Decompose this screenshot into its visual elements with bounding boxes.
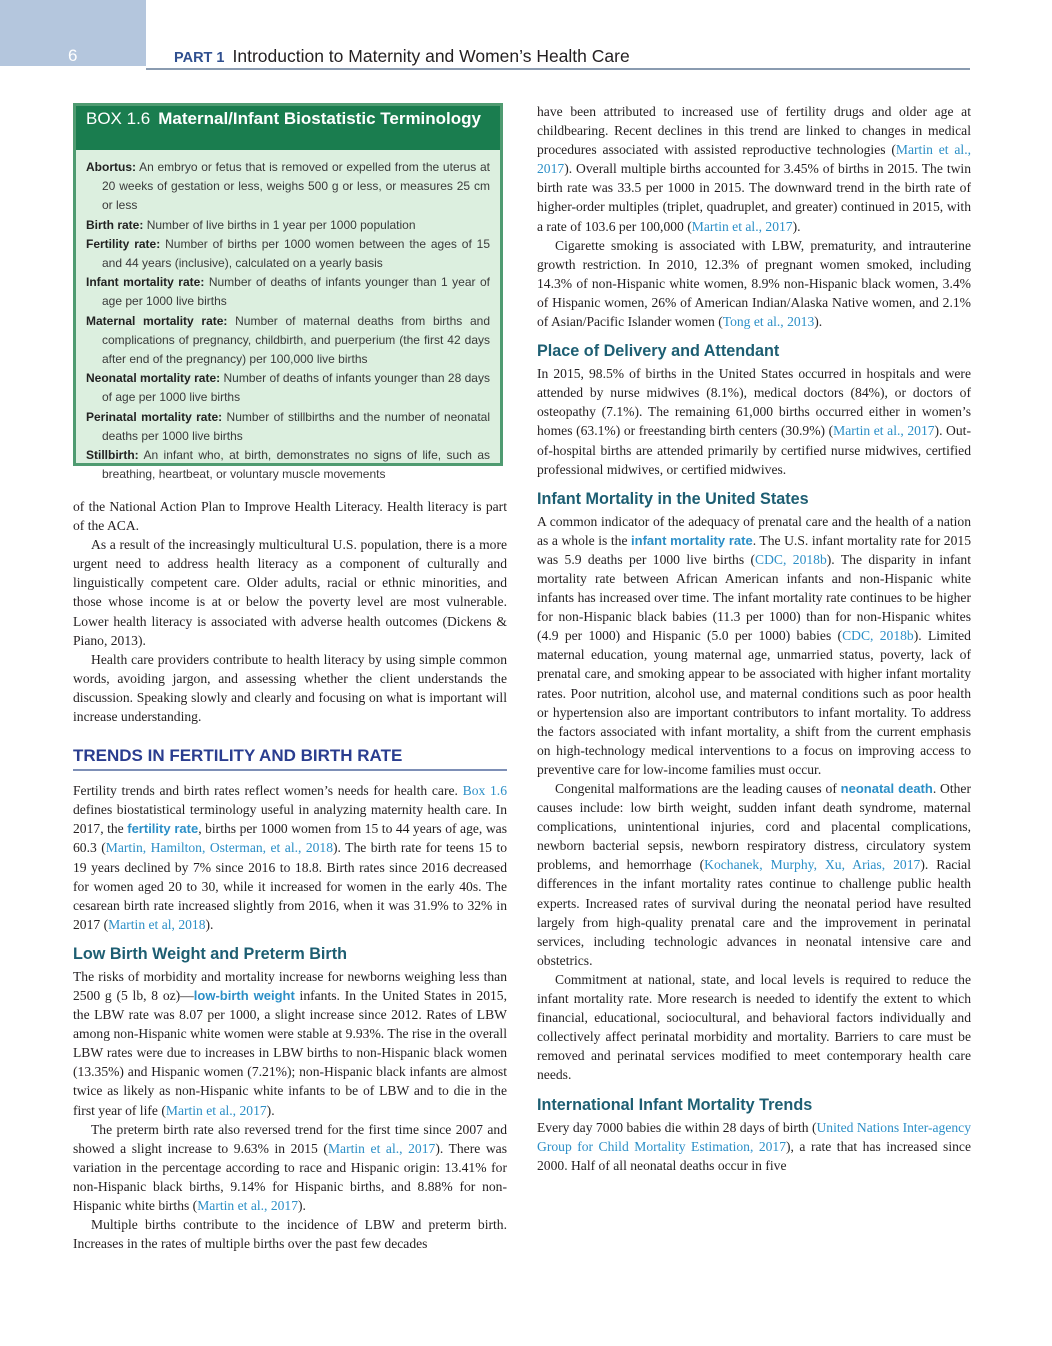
right-column xyxy=(537,102,971,1175)
section-heading: TRENDS IN FERTILITY AND BIRTH RATE xyxy=(73,746,507,771)
paragraph: Every day 7000 babies die within 28 days of birth (United Nations Inter-agency Group for Child Mortality Estimation, 2017), a rate that has increased since 2000. Half of all neonatal deaths occur in five xyxy=(537,1119,971,1173)
term-name: Abortus: xyxy=(86,160,136,174)
citation-link[interactable]: Martin et al., 2017 xyxy=(537,142,971,177)
term-definition: An infant who, at birth, demonstrates no signs of life, such as breathing, heartbeat, or voluntary muscle movements xyxy=(102,448,491,482)
citation-link[interactable]: Martin et al., 2017 xyxy=(833,423,935,439)
citation-link[interactable]: CDC, 2018b xyxy=(842,628,914,644)
term-name: Maternal mortality rate: xyxy=(86,313,228,328)
citation-link[interactable]: Martin, Hamilton, Osterman, et al., 2018 xyxy=(105,840,334,856)
terminology-box xyxy=(73,103,503,482)
citation-link[interactable]: Tong et al., 2013 xyxy=(722,314,815,330)
key-term[interactable]: infant mortality rate xyxy=(631,532,753,548)
term-definition: Number of stillbirths and the number of neonatal deaths per 1000 live births xyxy=(102,409,490,443)
box-header xyxy=(76,106,500,150)
term-entry xyxy=(86,369,490,407)
paragraph: The risks of morbidity and mortality increase for newborns weighing less than 2500 g (5 lb, 8 oz)—low-birth weight infants. In the United States in 2015, the LBW rate was 8.07 per 1000, a slight increase since 2012. Rates of LBW among non-Hispanic white women were stable at 9.93%. The rise in the overall LBW rates were due to increases in LBW births to non-Hispanic black women (13.35%) and Hispanic women (7.21%); non-Hispanic black infants are almost twice as likely as non-Hispanic white infants to be of LBW and to die in the first year of life (Martin et al., 2017). xyxy=(73,968,507,1118)
term-entry xyxy=(86,312,490,370)
page-number: 6 xyxy=(68,46,78,65)
box-reference-link[interactable]: Box 1.6 xyxy=(462,783,507,799)
term-entry xyxy=(86,408,490,446)
key-term[interactable]: low-birth weight xyxy=(193,987,295,1003)
paragraph: of the National Action Plan to Improve Health Literacy. Health literacy is part of the ACA. xyxy=(73,499,507,534)
paragraph: As a result of the increasingly multicultural U.S. population, there is a more urgent need to address health literacy as a component of culturally and linguistically competent care. Older adults, racial or ethnic minorities, and those whose income is at or below the poverty level are most vulnerable. Lower health literacy is associated with adverse health outcomes (Dickens & Piano, 2013). xyxy=(73,537,507,648)
term-name: Neonatal mortality rate: xyxy=(86,371,221,386)
paragraph: Fertility trends and birth rates reflect women’s needs for health care. Box 1.6 defines biostatistical terminology useful in analyzing maternity health care. In 2017, the fertility rate, births per 1000 women from 15 to 44 years of age, was 60.3 (Martin, Hamilton, Osterman, et al., 2018). The birth rate for teens 15 to 19 years declined by 7% since 2016 to 18.8. Birth rates since 2016 decreased for women aged 20 to 30, while it increased for women in the early 40s. The cesarean birth rate increased slightly from 2016, when it was 31.9% to 32% in 2017 (Martin et al, 2018). xyxy=(73,783,507,932)
subsection-heading: International Infant Mortality Trends xyxy=(537,1095,813,1114)
paragraph: have been attributed to increased use of fertility drugs and older age at childbearing. Recent declines in this trend are linked to changes in medical procedures associated with assisted reproductive technologies (Martin et al., 2017). Overall multiple births accounted for 3.45% of births in 2015. The twin birth rate was 33.5 per 1000 in 2015. The downward trend in the birth rate of higher-order multiples (triplet, quadruplet, and greater) continued in 2015, with a rate of 103.6 per 100,000 (Martin et al., 2017). xyxy=(537,104,971,234)
subsection-heading: Low Birth Weight and Preterm Birth xyxy=(73,944,348,963)
key-term[interactable]: neonatal death xyxy=(840,781,933,796)
citation-link[interactable]: Martin et al, 2018 xyxy=(108,916,206,932)
running-head xyxy=(174,46,630,67)
paragraph: Health care providers contribute to health literacy by using simple common words, avoiding jargon, and assessing whether the client understands the discussion. Speaking slowly and clearly and focusing on what is important will increase understanding. xyxy=(73,651,507,725)
paragraph: Multiple births contribute to the incidence of LBW and preterm birth. Increases in the rates of multiple births over the past few decades xyxy=(73,1217,507,1252)
term-entry xyxy=(86,235,490,273)
box-term-list xyxy=(76,150,500,484)
paragraph: The preterm birth rate also reversed trend for the first time since 2007 and showed a slight increase to 9.63% in 2015 (Martin et al., 2017). There was variation in the percentage according to race and Hispanic origin: 13.41% for non-Hispanic black births, 9.14% for Hispanic births, and 8.88% for non-Hispanic white births (Martin et al., 2017). xyxy=(73,1121,507,1213)
citation-link[interactable]: Martin et al., 2017 xyxy=(197,1198,299,1213)
citation-link[interactable]: Martin et al., 2017 xyxy=(165,1102,267,1118)
citation-link[interactable]: Martin et al., 2017 xyxy=(691,218,793,234)
citation-link[interactable]: United Nations Inter-agency Group for Child Mortality Estimation, 2017 xyxy=(537,1119,971,1154)
term-name: Birth rate: xyxy=(86,217,144,232)
citation-link[interactable]: Martin et al., 2017 xyxy=(327,1140,436,1156)
term-definition: Number of maternal deaths from births and complications of pregnancy, childbirth, and puerperium (the first 42 days after end of the pregnancy) per 100,000 live births xyxy=(102,313,490,367)
paragraph: Cigarette smoking is associated with LBW, prematurity, and intrauterine growth restriction. In 2010, 12.3% of pregnant women smoked, including 14.3% of non-Hispanic white women, 8.9% non-Hispanic black women, 3.4% of Hispanic women, 26% of American Indian/Alaska Native women, and 2.1% of Asian/Pacific Islander women (Tong et al., 2013). xyxy=(537,237,971,330)
term-definition: Number of deaths of infants younger than 1 year of age per 1000 live births xyxy=(102,275,490,309)
term-name: Stillbirth: xyxy=(86,448,139,463)
term-name: Infant mortality rate: xyxy=(86,275,205,290)
term-entry xyxy=(86,158,490,216)
subsection-heading: Place of Delivery and Attendant xyxy=(537,342,780,361)
term-definition: Number of deaths of infants younger than 28 days of age per 1000 live births xyxy=(102,371,490,405)
header-rule xyxy=(146,68,970,70)
term-name: Fertility rate: xyxy=(86,236,161,251)
part-title: Introduction to Maternity and Women’s Health Care xyxy=(232,46,630,66)
term-entry xyxy=(86,216,490,235)
part-label: PART 1 xyxy=(174,50,225,66)
term-definition: An embryo or fetus that is removed or expelled from the uterus at 20 weeks of gestation or less, weighs 500 g or less, or measures 25 cm or less xyxy=(102,160,491,213)
box-number: BOX 1.6 xyxy=(86,109,151,128)
paragraph: Commitment at national, state, and local levels is required to reduce the infant mortality rate. More research is needed to identify the extent to which financial, educational, sociocultural, and behavioral factors individually and collectively affect perinatal morbidity and mortality. Barriers to care must be removed and perinatal services modified to meet contemporary health care needs. xyxy=(537,971,971,1083)
term-name: Perinatal mortality rate: xyxy=(86,409,223,424)
subsection-heading: Infant Mortality in the United States xyxy=(537,489,809,508)
box-title: Maternal/Infant Biostatistic Terminology xyxy=(158,109,481,128)
citation-link[interactable]: CDC, 2018b xyxy=(755,551,827,567)
citation-link[interactable]: Kochanek, Murphy, Xu, Arias, 2017 xyxy=(704,857,921,873)
paragraph: In 2015, 98.5% of births in the United States occurred in hospitals and were attended by nurse midwives (8.1%), medical doctors (84%), or doctors of osteopathy (7.1%). The remaining 61,000 births occurred either in women’s homes (63.1%) or freestanding birth centers (30.9%) (Martin et al., 2017). Out-of-hospital births are attended primarily by certified nurse midwives, certified professional midwives, or certified midwives. xyxy=(537,366,971,477)
term-entry xyxy=(86,446,490,484)
term-entry xyxy=(86,273,490,311)
left-column xyxy=(73,497,507,1253)
term-definition: Number of live births in 1 year per 1000 population xyxy=(146,217,416,232)
key-term[interactable]: fertility rate xyxy=(127,821,199,837)
term-definition: Number of births per 1000 women between the ages of 15 and 44 years (inclusive), calculated on a yearly basis xyxy=(102,236,490,271)
paragraph: Congenital malformations are the leading causes of neonatal death. Other causes include: low birth weight, sudden infant death syndrome, maternal complications, unintentional injuries, cord and placental complications, newborn bacterial sepsis, newborn respiratory distress, circulatory system problems, and hemorrhage (Kochanek, Murphy, Xu, Arias, 2017). Racial differences in the infant mortality rates continue to challenge public health experts. Increased rates of survival during the neonatal period have resulted largely from high-quality prenatal care and the improvement in perinatal services, including technologic advances in neonatal intensive care and obstetrics. xyxy=(537,781,971,968)
paragraph: A common indicator of the adequacy of prenatal care and the health of a nation as a whole is the infant mortality rate. The U.S. infant mortality rate for 2015 was 5.9 deaths per 1000 live births (CDC, 2018b). The disparity in infant mortality rate between African American infants and non-Hispanic white infants has increased over time. The infant mortality rate continues to be higher for non-Hispanic black babies (11.3 per 1000) than for non-Hispanic whites (4.9 per 1000) and Hispanic (5.0 per 1000) babies (CDC, 2018b). Limited maternal education, young maternal age, unmarried status, poverty, lack of prenatal care, and smoking appear to be associated with higher infant mortality rates. Poor nutrition, alcohol use, and maternal conditions such as poor health or hypertension also are important contributors to infant mortality. To address the factors associated with infant mortality, a shift from the current emphasis on high-technology medical interventions to a focus on improving access to preventive care for low-income families must occur. xyxy=(537,513,971,777)
